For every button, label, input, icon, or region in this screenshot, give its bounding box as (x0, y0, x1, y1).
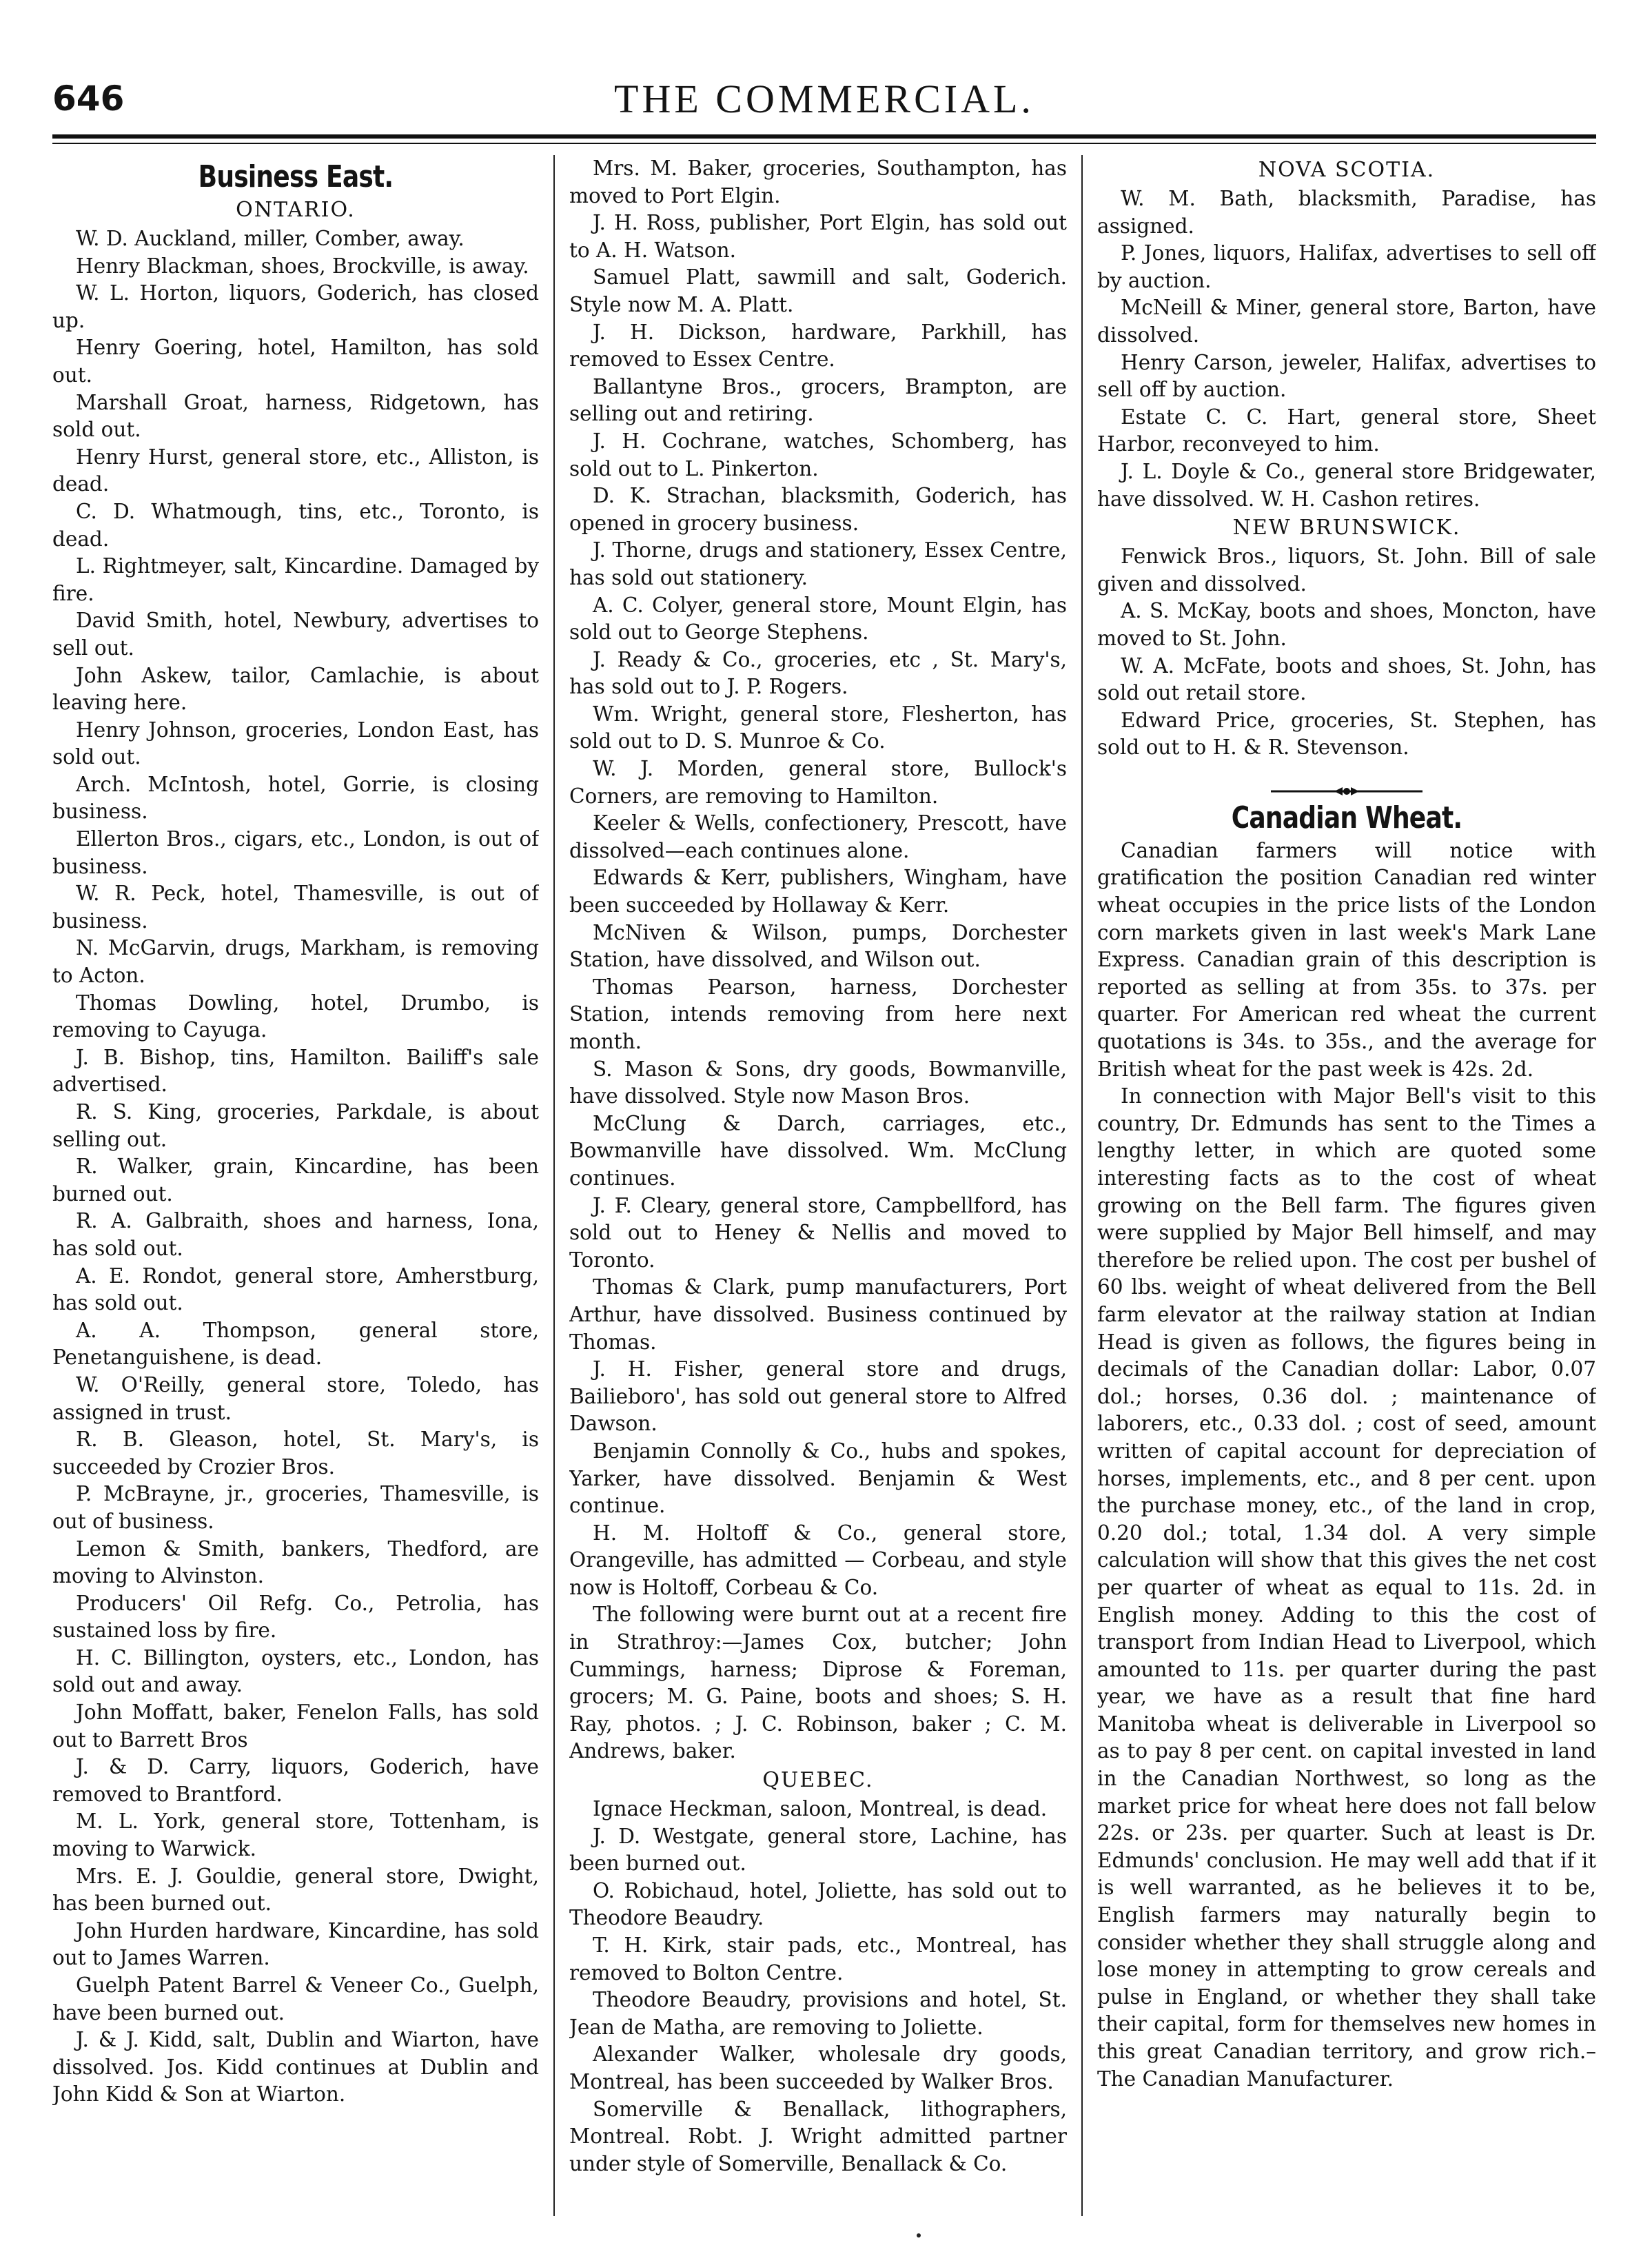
notice-paragraph: O. Robichaud, hotel, Joliette, has sold out to Theodore Beaudry. (569, 1878, 1067, 1930)
notice-paragraph: R. A. Galbraith, shoes and harness, Iona, has sold out. (52, 1209, 539, 1260)
notice-paragraph: J. H. Dickson, hardware, Parkhill, has removed to Essex Centre. (569, 320, 1067, 372)
notice-paragraph: Canadian farmers will notice with gratification the position Canadian red winter wheat occupies in the price lists of the London corn markets given in last week's Mark Lane Express. Canadian grain of this description is reported as selling at from 35s. to 37s. per quarter. For American red wheat the current quotations is 34s. to 35s., and the average for British wheat for the past week is 42s. 2d. (1097, 838, 1596, 1081)
notice-paragraph: Henry Hurst, general store, etc., Alliston, is dead. (52, 445, 539, 496)
notice-paragraph: Producers' Oil Refg. Co., Petrolia, has sustained loss by fire. (52, 1591, 539, 1643)
notice-paragraph: R. S. King, groceries, Parkdale, is about selling out. (52, 1100, 539, 1151)
notice-paragraph: Thomas Pearson, harness, Dorchester Station, intends removing from here next month. (569, 975, 1067, 1053)
notice-paragraph: W. J. Morden, general store, Bullock's Corners, are removing to Hamilton. (569, 757, 1067, 808)
notice-paragraph: W. R. Peck, hotel, Thamesville, is out of business. (52, 882, 539, 933)
notice-paragraph: A. E. Rondot, general store, Amherstburg, has sold out. (52, 1264, 539, 1315)
notice-paragraph: In connection with Major Bell's visit to this country, Dr. Edmunds has sent to the Times a lengthy letter, in which are quoted some interesting facts as to the cost of wheat growing on the Bell farm. The figures given were supplied by Major Bell himself, and may therefore be relied upon. The cost per bushel of 60 lbs. weight of wheat delivered from the Bell farm elevator at the railway station at Indian Head is given as follows, the figures being in decimals of the Canadian dollar: Labor, 0.07 dol.; horses, 0.36 dol. ; maintenance of laborers, etc., 0.33 dol. ; cost of seed, amount written of capital account for depreciation of horses, implements, etc., and 8 per cent. upon the purchase money, etc., of the land in crop, 0.20 dol.; total, 1.34 dol. A very simple calculation will show that this gives the net cost per quarter of wheat as equal to 11s. 2d. in English money. Adding to this the cost of transport from Indian Head to Liverpool, which amounted to 11s. per quarter during the past year, we have as a result that fine hard Manitoba wheat is deliverable in Liverpool so as to pay 8 per cent. on capital invested in land in the Canadian Northwest, so long as the market price for wheat here does not fall below 22s. or 23s. per quarter. Such at least is Dr. Edmunds' conclusion. He may well add that if it is well warranted, as he believes it to be, English farmers may naturally begin to consider whether they shall struggle along and lose money in attempting to grow cereals and pulse in England, or whether they shall take their capital, form for themselves new homes in this great Canadian territory, and grow rich.– The Canadian Manufacturer. (1097, 1084, 1596, 2091)
subheading-quebec: QUEBEC. (762, 1768, 874, 1793)
notice-paragraph: Samuel Platt, sawmill and salt, Goderich. Style now M. A. Platt. (569, 265, 1067, 316)
notice-paragraph: W. A. McFate, boots and shoes, St. John, has sold out retail store. (1097, 653, 1596, 705)
notice-paragraph: Edwards & Kerr, publishers, Wingham, have been succeeded by Hollaway & Kerr. (569, 866, 1067, 917)
page-mark (917, 2233, 921, 2237)
notice-paragraph: Henry Johnson, groceries, London East, has sold out. (52, 718, 539, 769)
notice-paragraph: P. Jones, liquors, Halifax, advertises to sell off by auction. (1097, 241, 1596, 292)
column-1 (52, 155, 539, 2216)
notice-paragraph: Somerville & Benallack, lithographers, Montreal. Robt. J. Wright admitted partner under style of Somerville, Benallack & Co. (569, 2097, 1067, 2175)
notice-paragraph: McNeill & Miner, general store, Barton, have dissolved. (1097, 296, 1596, 347)
journal-title: THE COMMERCIAL. (614, 77, 1034, 121)
quebec-notices (569, 1796, 1067, 2178)
notice-paragraph: W. L. Horton, liquors, Goderich, has closed up. (52, 281, 539, 332)
notice-paragraph: W. O'Reilly, general store, Toledo, has assigned in trust. (52, 1372, 539, 1424)
column-2 (569, 155, 1067, 2216)
notice-paragraph: Theodore Beaudry, provisions and hotel, St. Jean de Matha, are removing to Joliette. (569, 1988, 1067, 2039)
notice-paragraph: N. McGarvin, drugs, Markham, is removing to Acton. (52, 936, 539, 988)
new-brunswick-notices (1097, 543, 1596, 762)
page-number: 646 (52, 79, 125, 119)
notice-paragraph: Mrs. M. Baker, groceries, Southampton, has moved to Port Elgin. (569, 156, 1067, 207)
notice-paragraph: Wm. Wright, general store, Flesherton, has sold out to D. S. Munroe & Co. (569, 702, 1067, 753)
notice-paragraph: J. Thorne, drugs and stationery, Essex Centre, has sold out stationery. (569, 538, 1067, 589)
notice-paragraph: Arch. McIntosh, hotel, Gorrie, is closing business. (52, 772, 539, 824)
notice-paragraph: J. D. Westgate, general store, Lachine, has been burned out. (569, 1824, 1067, 1876)
page-header (52, 66, 1596, 128)
section-heading-business-east: Business East. (198, 159, 394, 194)
notice-paragraph: Edward Price, groceries, St. Stephen, has sold out to H. & R. Stevenson. (1097, 708, 1596, 760)
canadian-wheat-article (1097, 838, 1596, 2093)
notice-paragraph: J. L. Doyle & Co., general store Bridgewater, have dissolved. W. H. Cashon retires. (1097, 459, 1596, 511)
notice-paragraph: Estate C. C. Hart, general store, Sheet Harbor, reconveyed to him. (1097, 405, 1596, 456)
ontario-notices-continued (569, 155, 1067, 1765)
column-divider (1081, 155, 1083, 2216)
notice-paragraph: Keeler & Wells, confectionery, Prescott, have dissolved—each continues alone. (569, 811, 1067, 862)
notice-paragraph: P. McBrayne, jr., groceries, Thamesville, is out of business. (52, 1482, 539, 1533)
ontario-notices (52, 225, 539, 2109)
subheading-nova-scotia: NOVA SCOTIA. (1258, 158, 1436, 182)
notice-paragraph: M. L. York, general store, Tottenham, is moving to Warwick. (52, 1809, 539, 1861)
notice-paragraph: A. C. Colyer, general store, Mount Elgin, has sold out to George Stephens. (569, 593, 1067, 645)
header-rule-thin (52, 143, 1596, 144)
notice-paragraph: McClung & Darch, carriages, etc., Bowmanville have dissolved. Wm. McClung continues. (569, 1111, 1067, 1190)
notice-paragraph: J. H. Ross, publisher, Port Elgin, has sold out to A. H. Watson. (569, 211, 1067, 262)
notice-paragraph: Benjamin Connolly & Co., hubs and spokes, Yarker, have dissolved. Benjamin & West continue. (569, 1439, 1067, 1518)
notice-paragraph: A. S. McKay, boots and shoes, Moncton, have moved to St. John. (1097, 599, 1596, 650)
notice-paragraph: J. Ready & Co., groceries, etc , St. Mary's, has sold out to J. P. Rogers. (569, 647, 1067, 699)
notice-paragraph: Ignace Heckman, saloon, Montreal, is dead. (593, 1797, 1048, 1821)
subheading-new-brunswick: NEW BRUNSWICK. (1232, 516, 1461, 540)
notice-paragraph: R. Walker, grain, Kincardine, has been burned out. (52, 1155, 539, 1206)
column-divider (553, 155, 555, 2216)
ornament-divider (1097, 777, 1596, 791)
notice-paragraph: A. A. Thompson, general store, Penetanguishene, is dead. (52, 1318, 539, 1370)
section-heading-canadian-wheat: Canadian Wheat. (1231, 800, 1462, 835)
notice-paragraph: J. & D. Carry, liquors, Goderich, have removed to Brantford. (52, 1755, 539, 1806)
notice-paragraph: McNiven & Wilson, pumps, Dorchester Station, have dissolved, and Wilson out. (569, 920, 1067, 972)
notice-paragraph: H. M. Holtoff & Co., general store, Orangeville, has admitted — Corbeau, and style now is Holtoff, Corbeau & Co. (569, 1521, 1067, 1599)
notice-paragraph: Mrs. E. J. Gouldie, general store, Dwight, has been burned out. (52, 1864, 539, 1916)
notice-paragraph: Henry Blackman, shoes, Brockville, is away. (76, 254, 529, 278)
notice-paragraph: J. B. Bishop, tins, Hamilton. Bailiff's sale advertised. (52, 1045, 539, 1097)
notice-paragraph: John Hurden hardware, Kincardine, has sold out to James Warren. (52, 1918, 539, 1970)
notice-paragraph: J. & J. Kidd, salt, Dublin and Wiarton, have dissolved. Jos. Kidd continues at Dublin and John Kidd & Son at Wiarton. (52, 2028, 539, 2107)
notice-paragraph: Henry Goering, hotel, Hamilton, has sold out. (52, 336, 539, 387)
header-rule (52, 134, 1596, 139)
notice-paragraph: J. H. Fisher, general store and drugs, Bailieboro', has sold out general store to Alfred Dawson. (569, 1357, 1067, 1436)
notice-paragraph: J. F. Cleary, general store, Campbellford, has sold out to Heney & Nellis and moved to Toronto. (569, 1193, 1067, 1272)
notice-paragraph: W. D. Auckland, miller, Comber, away. (76, 227, 465, 250)
notice-paragraph: Fenwick Bros., liquors, St. John. Bill of sale given and dissolved. (1097, 545, 1596, 596)
notice-paragraph: S. Mason & Sons, dry goods, Bowmanville, have dissolved. Style now Mason Bros. (569, 1057, 1067, 1108)
nova-scotia-notices (1097, 185, 1596, 513)
notice-paragraph: Ellerton Bros., cigars, etc., London, is out of business. (52, 827, 539, 878)
notice-paragraph: Thomas & Clark, pump manufacturers, Port Arthur, have dissolved. Business continued by Thomas. (569, 1275, 1067, 1354)
notice-paragraph: D. K. Strachan, blacksmith, Goderich, has opened in grocery business. (569, 484, 1067, 535)
notice-paragraph: David Smith, hotel, Newbury, advertises to sell out. (52, 609, 539, 660)
notice-paragraph: Thomas Dowling, hotel, Drumbo, is removing to Cayuga. (52, 991, 539, 1042)
notice-paragraph: Alexander Walker, wholesale dry goods, Montreal, has been succeeded by Walker Bros. (569, 2042, 1067, 2093)
notice-paragraph: Ballantyne Bros., grocers, Brampton, are selling out and retiring. (569, 374, 1067, 426)
notice-paragraph: John Askew, tailor, Camlachie, is about leaving here. (52, 663, 539, 715)
notice-paragraph: John Moffatt, baker, Fenelon Falls, has sold out to Barrett Bros (52, 1701, 539, 1752)
notice-paragraph: Marshall Groat, harness, Ridgetown, has sold out. (52, 390, 539, 442)
notice-paragraph: R. B. Gleason, hotel, St. Mary's, is succeeded by Crozier Bros. (52, 1428, 539, 1479)
notice-paragraph: T. H. Kirk, stair pads, etc., Montreal, has removed to Bolton Centre. (569, 1934, 1067, 1985)
notice-paragraph: W. M. Bath, blacksmith, Paradise, has assigned. (1097, 187, 1596, 238)
column-3 (1097, 155, 1596, 2216)
notice-paragraph: C. D. Whatmough, tins, etc., Toronto, is dead. (52, 499, 539, 551)
notice-paragraph: Henry Carson, jeweler, Halifax, advertises to sell off by auction. (1097, 350, 1596, 402)
notice-paragraph: J. H. Cochrane, watches, Schomberg, has sold out to L. Pinkerton. (569, 429, 1067, 480)
subheading-ontario: ONTARIO. (236, 198, 356, 222)
notice-paragraph: The following were burnt out at a recent fire in Strathroy:—James Cox, butcher; John Cummings, harness; Diprose & Foreman, grocers; M. G. Paine, boots and shoes; S. H. Ray, photos. ; J. C. Robinson, baker ; C. M. Andrews, baker. (569, 1603, 1067, 1763)
notice-paragraph: Lemon & Smith, bankers, Thedford, are moving to Alvinston. (52, 1536, 539, 1588)
notice-paragraph: Guelph Patent Barrel & Veneer Co., Guelph, have been burned out. (52, 1973, 539, 2024)
notice-paragraph: H. C. Billington, oysters, etc., London, has sold out and away. (52, 1645, 539, 1697)
notice-paragraph: L. Rightmeyer, salt, Kincardine. Damaged by fire. (52, 554, 539, 605)
